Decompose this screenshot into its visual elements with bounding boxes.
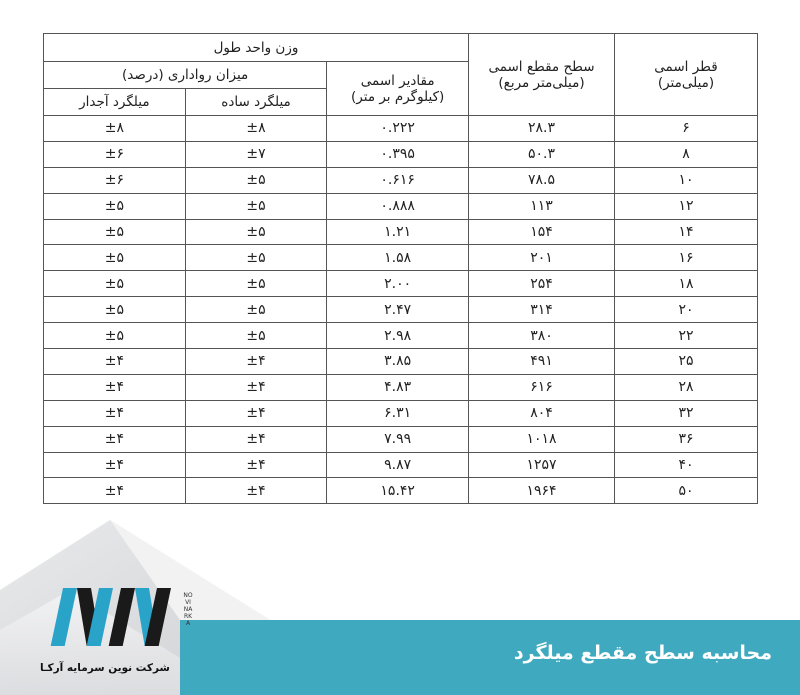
header-area: [469, 34, 615, 116]
cell-ribbed: ±۴: [44, 478, 186, 504]
cell-area: ۱۲۵۷: [469, 452, 615, 478]
cell-diameter: ۱۶: [615, 245, 758, 271]
cell-ribbed: ±۵: [44, 245, 186, 271]
cell-weight: ۶.۳۱: [327, 400, 469, 426]
header-plain-bar: میلگرد ساده: [185, 89, 327, 116]
header-nominal-line1: مقادیر اسمی: [360, 72, 435, 89]
cell-weight: ۰.۳۹۵: [327, 141, 469, 167]
cell-diameter: ۱۲: [615, 193, 758, 219]
cell-ribbed: ±۵: [44, 193, 186, 219]
cell-plain: ±۵: [185, 245, 327, 271]
cell-ribbed: ±۴: [44, 349, 186, 375]
cell-ribbed: ±۴: [44, 452, 186, 478]
header-nominal-line2: (کیلوگرم بر متر): [351, 88, 445, 105]
cell-area: ۳۱۴: [469, 297, 615, 323]
cell-plain: ±۴: [185, 400, 327, 426]
cell-diameter: ۶: [615, 116, 758, 142]
cell-plain: ±۴: [185, 426, 327, 452]
cell-weight: ۱۵.۴۲: [327, 478, 469, 504]
cell-weight: ۱.۵۸: [327, 245, 469, 271]
header-tolerance: میزان رواداری (درصد): [44, 62, 327, 89]
company-logo: [0, 520, 260, 695]
table-row: [44, 323, 758, 349]
cell-diameter: ۳۲: [615, 400, 758, 426]
cell-weight: ۰.۲۲۲: [327, 116, 469, 142]
table-row: [44, 219, 758, 245]
cell-ribbed: ±۶: [44, 141, 186, 167]
cell-ribbed: ±۵: [44, 271, 186, 297]
table-row: [44, 374, 758, 400]
table-body: [44, 116, 758, 504]
cell-area: ۱۹۶۴: [469, 478, 615, 504]
cell-ribbed: ±۵: [44, 219, 186, 245]
cell-diameter: ۲۲: [615, 323, 758, 349]
cell-ribbed: ±۴: [44, 400, 186, 426]
cell-area: ۴۹۱: [469, 349, 615, 375]
cell-plain: ±۵: [185, 297, 327, 323]
table-row: [44, 426, 758, 452]
cell-ribbed: ±۴: [44, 426, 186, 452]
cell-area: ۲۵۴: [469, 271, 615, 297]
rebar-spec-table: [43, 33, 758, 504]
cell-weight: ۲.۹۸: [327, 323, 469, 349]
table-row: [44, 116, 758, 142]
table-row: [44, 245, 758, 271]
table: [43, 33, 758, 504]
header-diameter-line1: قطر اسمی: [654, 58, 718, 75]
cell-ribbed: ±۵: [44, 297, 186, 323]
cell-plain: ±۵: [185, 193, 327, 219]
table-row: [44, 141, 758, 167]
cell-area: ۵۰.۳: [469, 141, 615, 167]
table-row: [44, 400, 758, 426]
cell-diameter: ۲۰: [615, 297, 758, 323]
cell-area: ۶۱۶: [469, 374, 615, 400]
company-name: شرکت نوین سرمایه آرکـا: [40, 662, 170, 674]
footer-graphic: [0, 520, 800, 695]
cell-plain: ±۷: [185, 141, 327, 167]
table-row: [44, 297, 758, 323]
header-diameter-line2: (میلی‌متر): [657, 74, 715, 91]
cell-area: ۳۸۰: [469, 323, 615, 349]
cell-plain: ±۵: [185, 167, 327, 193]
cell-ribbed: ±۸: [44, 116, 186, 142]
cell-weight: ۲.۴۷: [327, 297, 469, 323]
header-diameter: [615, 34, 758, 116]
table-row: [44, 271, 758, 297]
cell-ribbed: ±۵: [44, 323, 186, 349]
table-row: [44, 452, 758, 478]
cell-diameter: ۱۰: [615, 167, 758, 193]
cell-diameter: ۲۸: [615, 374, 758, 400]
title-banner: [180, 620, 800, 695]
cell-diameter: ۴۰: [615, 452, 758, 478]
cell-area: ۱۵۴: [469, 219, 615, 245]
table-row: [44, 349, 758, 375]
cell-weight: ۰.۶۱۶: [327, 167, 469, 193]
cell-plain: ±۵: [185, 271, 327, 297]
cell-diameter: ۳۶: [615, 426, 758, 452]
cell-area: ۲۰۱: [469, 245, 615, 271]
cell-diameter: ۸: [615, 141, 758, 167]
header-weight-group: وزن واحد طول: [44, 34, 469, 62]
header-area-line1: سطح مقطع اسمی: [488, 58, 595, 75]
cell-plain: ±۴: [185, 374, 327, 400]
cell-diameter: ۲۵: [615, 349, 758, 375]
cell-weight: ۹.۸۷: [327, 452, 469, 478]
banner-title: محاسبه سطح مقطع میلگرد: [513, 642, 772, 664]
cell-plain: ±۵: [185, 323, 327, 349]
cell-area: ۱۱۳: [469, 193, 615, 219]
table-row: [44, 167, 758, 193]
cell-ribbed: ±۴: [44, 374, 186, 400]
cell-plain: ±۴: [185, 452, 327, 478]
header-area-line2: (میلی‌متر مربع): [498, 74, 585, 91]
cell-area: ۲۸.۳: [469, 116, 615, 142]
table-row: [44, 193, 758, 219]
cell-area: ۷۸.۵: [469, 167, 615, 193]
cell-ribbed: ±۶: [44, 167, 186, 193]
cell-weight: ۳.۸۵: [327, 349, 469, 375]
cell-diameter: ۱۴: [615, 219, 758, 245]
header-ribbed-bar: میلگرد آجدار: [44, 89, 186, 116]
cell-weight: ۷.۹۹: [327, 426, 469, 452]
cell-plain: ±۸: [185, 116, 327, 142]
cell-area: ۱۰۱۸: [469, 426, 615, 452]
cell-plain: ±۵: [185, 219, 327, 245]
cell-diameter: ۵۰: [615, 478, 758, 504]
cell-weight: ۰.۸۸۸: [327, 193, 469, 219]
cell-area: ۸۰۴: [469, 400, 615, 426]
cell-weight: ۱.۲۱: [327, 219, 469, 245]
cell-weight: ۴.۸۳: [327, 374, 469, 400]
table-row: [44, 478, 758, 504]
cell-plain: ±۴: [185, 478, 327, 504]
logo-vertical-text: NOVINARKA: [183, 592, 193, 627]
cell-weight: ۲.۰۰: [327, 271, 469, 297]
header-nominal-values: [327, 62, 469, 116]
cell-diameter: ۱۸: [615, 271, 758, 297]
cell-plain: ±۴: [185, 349, 327, 375]
